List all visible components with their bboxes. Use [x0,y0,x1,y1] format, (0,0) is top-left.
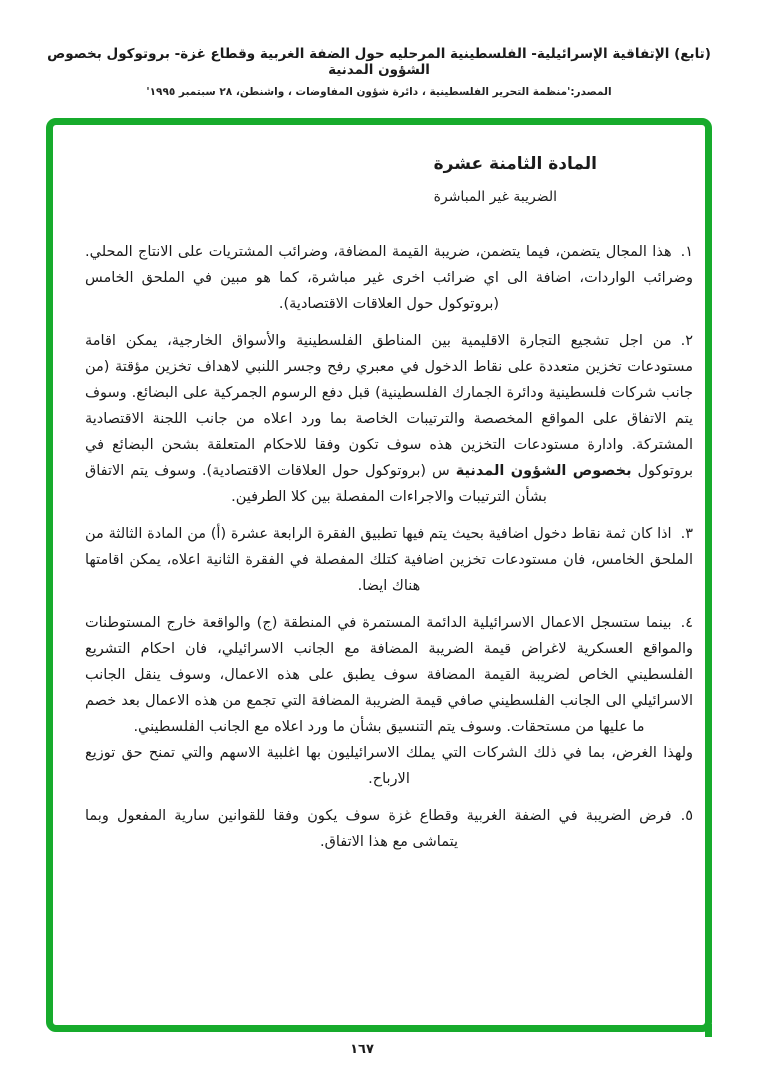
paragraph-4-continuation: ولهذا الغرض، بما في ذلك الشركات التي يملك الاسرائيليون بها اغلبية الاسهم والتي تمنح حق توزيع الارباح. [85,745,693,787]
paragraph-text: هذا المجال يتضمن، فيما يتضمن، ضريبة القيمة المضافة، وضرائب المشتريات على الانتاج المحلي. وضرائب الواردات، اضافة الى اي ضرائب اخرى غير مباشرة، كما هو مبين في الملحق الخامس (بروتوكول حول العلاقات الاقتصادية). [85,244,693,312]
page-number: ١٦٧ [350,1042,374,1057]
article-body [53,205,705,855]
paragraph-4 [85,610,693,792]
paragraph-text-bold: بخصوص الشؤون المدنية [455,463,632,479]
paragraph-number: ٤. [680,615,693,631]
paragraph-text: من اجل تشجيع التجارة الاقليمية بين المناطق الفلسطينية والأسواق الخارجية، يمكن اقامة مستودعات تخزين متعددة على نقاط الدخول في معبري رفح وجسر اللنبي لاهداف تخزين مؤقتة (من جانب شركات فلسطينية ودائرة الجمارك الفلسطينية) قبل دفع الرسوم الجمركية على البضائع. وسوف يتم الاتفاق على المواقع المخصصة والترتيبات الخاصة بما ورد اعلاه من جانب اللجنة الاقتصادية المشتركة. وادارة مستودعات التخزين هذه سوف تكون وفقا للاحكام المتعلقة بشحن البضائع في بروتوكول [85,333,693,479]
paragraph-2 [85,328,693,510]
paragraph-3 [85,521,693,599]
paragraph-text: بينما ستسجل الاعمال الاسرائيلية الدائمة المستمرة في المنطقة (ج) والواقعة خارج المستوطنات والمواقع العسكرية لاغراض قيمة الضريبة المضافة مع الجانب الاسرائيلي، فان احكام التشريع الفلسطيني الخاص لضريبة القيمة المضافة سوف يطبق على هذه الاعمال، وسوف ينقل الجانب الاسرائيلي الى الجانب الفلسطيني صافي قيمة الضريبة المضافة التي تجمع من هذه الاعمال بعد خصم ما عليها من مستحقات. وسوف يتم التنسيق بشأن ما ورد اعلاه مع الجانب الفلسطيني. [85,615,693,735]
paragraph-number: ١. [680,244,693,260]
article-title: المادة الثامنة عشرة [433,154,597,174]
paragraph-1 [85,239,693,317]
article-subtitle: الضريبة غير المباشرة [433,189,557,205]
document-header [0,46,758,98]
paragraph-5 [85,803,693,855]
header-title: (تابع) الإتفاقية الإسرائيلية- الفلسطينية المرحليه حول الضفة الغربية وقطاع غزة- بروتوكول بخصوص الشؤون المدنية [47,46,711,78]
paragraph-text: فرض الضريبة في الضفة الغربية وقطاع غزة سوف يكون وفقا للقوانين سارية المفعول وبما يتماشى مع هذا الاتفاق. [85,808,672,850]
header-source: المصدر:'منظمة التحرير الفلسطينية ، دائرة شؤون المفاوضات ، واشنطن، ٢٨ سبتمبر ١٩٩٥' [146,86,612,98]
paragraph-number: ٢. [680,333,693,349]
paragraph-text: س (بروتوكول حول العلاقات الاقتصادية). وسوف يتم الاتفاق بشأن الترتيبات والاجراءات المفصلة بين كلا الطرفين. [85,463,547,505]
paragraph-number: ٥. [680,808,693,824]
paragraph-number: ٣. [680,526,693,542]
paragraph-text: اذا كان ثمة نقاط دخول اضافية بحيث يتم فيها تطبيق الفقرة الرابعة عشرة (أ) من المادة الثالثة من الملحق الخامس، فان مستودعات تخزين اضافية كتلك المفصلة في الفقرة الثانية اعلاه، يمكن اقامتها هناك ايضا. [85,526,693,594]
content-border-box [46,118,712,1032]
